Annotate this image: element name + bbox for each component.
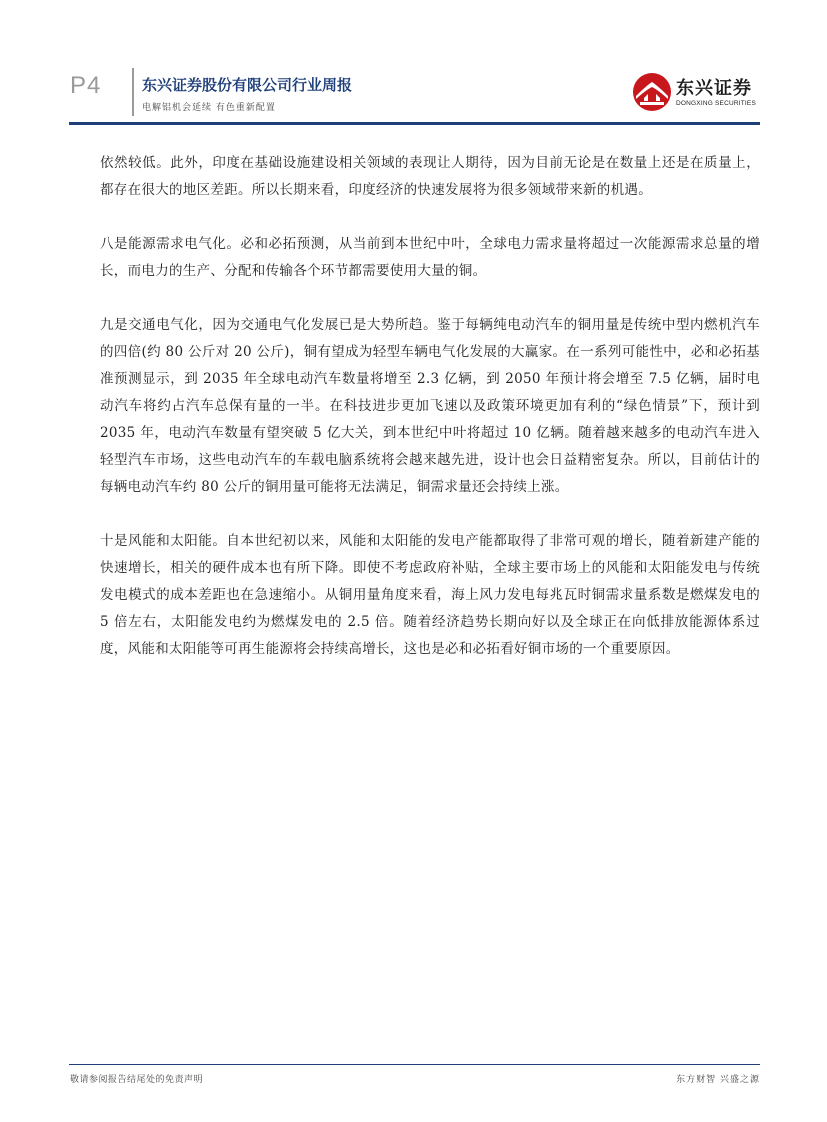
page-number: P4: [70, 72, 102, 99]
footer-slogan: 东方财智 兴盛之源: [676, 1075, 760, 1085]
paragraph-india: 依然较低。此外，印度在基础设施建设相关领域的表现让人期待，因为目前无论是在数量上还是在质量上，都存在很大的地区差距。所以长期来看，印度经济的快速发展将为很多领域带来新的机遇。: [100, 155, 760, 198]
logo-emblem-icon: [632, 72, 672, 112]
paragraph-electrification: 八是能源需求电气化。必和必拓预测，从当前到本世纪中叶，全球电力需求量将超过一次能源需求总量的增长，而电力的生产、分配和传输各个环节都需要使用大量的铜。: [100, 236, 760, 279]
header-divider: [132, 68, 134, 116]
report-body: [100, 150, 760, 690]
logo-text-en: DONGXING SECURITIES: [676, 100, 757, 107]
company-logo: [632, 70, 762, 116]
paragraph-transport: 九是交通电气化，因为交通电气化发展已是大势所趋。鉴于每辆纯电动汽车的铜用量是传统中型内燃机汽车的四倍(约 80 公斤对 20 公斤)，铜有望成为轻型车辆电气化发展的大赢家。在一系列可能性中，必和必拓基准预测显示，到 2035 年全球电动汽车数量将增至 2.3 亿辆，到 2050 年预计将会增至 7.5 亿辆，届时电动汽车将约占汽车总保有量的一半。在科技进步更加飞速以及政策环境更加有利的“绿色情景”下，预计到 2035 年，电动汽车数量有望突破 5 亿大关，到本世纪中叶将超过 10 亿辆。随着越来越多的电动汽车进入轻型汽车市场，这些电动汽车的车载电脑系统将会越来越先进，设计也会日益精密复杂。所以，目前估计的每辆电动汽车约 80 公斤的铜用量可能将无法满足，铜需求量还会持续上涨。: [100, 317, 760, 495]
paragraph-wind-solar: 十是风能和太阳能。自本世纪初以来，风能和太阳能的发电产能都取得了非常可观的增长，随着新建产能的快速增长，相关的硬件成本也有所下降。即使不考虑政府补贴，全球主要市场上的风能和太阳能发电与传统发电模式的成本差距也在急速缩小。从铜用量角度来看，海上风力发电每兆瓦时铜需求量系数是燃煤发电的 5 倍左右，太阳能发电约为燃煤发电的 2.5 倍。随着经济趋势长期向好以及全球正在向低排放能源体系过度，风能和太阳能等可再生能源将会持续高增长，这也是必和必拓看好铜市场的一个重要原因。: [100, 533, 760, 657]
report-title: 东兴证券股份有限公司行业周报: [142, 76, 353, 94]
footer-rule: [69, 1064, 760, 1065]
page-header: [0, 0, 827, 130]
report-subtitle: 电解铝机会延续 有色重新配置: [142, 103, 276, 113]
footer-disclaimer: 敬请参阅报告结尾处的免责声明: [70, 1075, 204, 1085]
logo-text-cn: 东兴证券: [676, 78, 752, 99]
header-rule: [69, 122, 760, 125]
